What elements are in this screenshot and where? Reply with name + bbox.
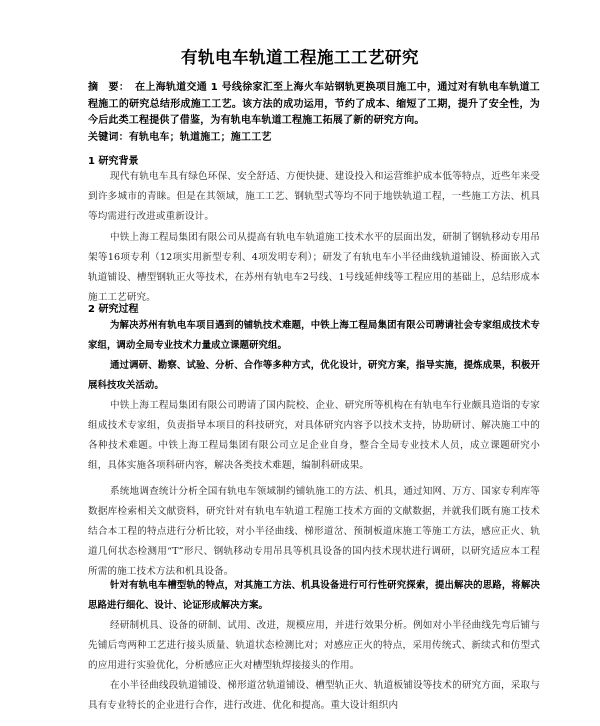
keywords-text: 有轨电车；轨道施工；施工工艺 [128, 131, 272, 143]
abstract-label: 摘 要： [88, 82, 130, 93]
paragraph: 为解决苏州有轨电车项目遇到的铺轨技术难题，中铁上海工程局集团有限公司聘请社会专家组成技术专家组，调动全局专业技术力量成立课题研究组。 [88, 320, 540, 351]
paragraph: 在小半径曲线段轨道铺设、梯形道岔轨道铺设、槽型轨正火、轨道板铺设等技术的研究方面，采取与具有专业特长的企业进行合作，进行改进、优化和提高。重大设计组织内 [88, 680, 540, 711]
section-heading-background: 1 研究背景 [88, 156, 139, 167]
paragraph: 针对有轨电车槽型轨的特点，对其施工方法、机具设备进行可行性研究探索，提出解决的思路，将解决思路进行细化、设计、论证形成解决方案。 [88, 580, 540, 611]
page-title: 有轨电车轨道工程施工工艺研究 [181, 48, 419, 67]
paragraph: 通过调研、勘察、试验、分析、合作等多种方式，优化设计，研究方案，指导实施，提炼成果，积极开展科技攻关活动。 [88, 360, 540, 391]
abstract-block [88, 80, 540, 146]
paragraph: 中铁上海工程局集团有限公司从提高有轨电车轨道施工技术水平的层面出发，研制了钢轨移动专用吊架等16项专利（12项实用新型专利、4项发明专利）；研发了有轨电车小半径曲线轨道铺设、桥面嵌入式轨道铺设、槽型钢轨正火等技术，在苏州有轨电车2号线、1号线延伸线等工程应用的基础上，总结形成本施工工艺研究。 [88, 232, 540, 303]
paragraph: 经研制机具、设备的研制、试用、改进，规模应用，并进行效果分析。例如对小半径曲线先弯后铺与先铺后弯两种工艺进行接头质量、轨道状态检测比对；对感应正火的特点，采用传统式、新续式和仿型式的应用进行实验优化，分析感应正火对槽型轨焊接接头的作用。 [88, 620, 540, 671]
keywords-line [88, 130, 540, 147]
paragraph: 现代有轨电车具有绿色环保、安全舒适、方便快捷、建设投入和运营维护成本低等特点，近些年来受到许多城市的青睐。但是在其领域，施工工艺、钢轨型式等均不同于地铁轨道工程，一些施工方法、机具等均需进行改进或重新设计。 [88, 171, 540, 222]
paragraph: 中铁上海工程局集团有限公司聘请了国内院校、企业、研究所等机构在有轨电车行业颇具造诣的专家组成技术专家组，负责指导本项目的科技研究，对具体研究内容予以技术支持，协助研讨、解决施工中的各种技术难题。中铁上海工程局集团有限公司立足企业自身，整合全局专业技术人员，成立课题研究小组，具体实施各项科研内容，解决各类技术难题，编制科研成果。 [88, 400, 540, 471]
keywords-label: 关键词： [88, 131, 129, 143]
abstract-text: 在上海轨道交通 1 号线徐家汇至上海火车站钢轨更换项目施工中，通过对有轨电车轨道工程施工的研究总结形成施工工艺。该方法的成功运用，节约了成本、缩短了工期，提升了安全性，为今后此类工程提供了借鉴，为有轨电车轨道工程施工拓展了新的研究方向。 [88, 82, 540, 126]
paragraph: 系统地调查统计分析全国有轨电车领域制约铺轨施工的方法、机具，通过知网、万方、国家专利库等数据库检索相关文献资料，研究针对有轨电车轨道工程施工技术方面的文献数据，并就我们既有施工技术结合本工程的特点进行分析比较，对小半径曲线、梯形道岔、预制板道床施工等施工方法，感应正火、轨道几何状态检测用“T”形尺、钢轨移动专用吊具等机具设备的国内技术现状进行调研，以研究适应本工程所需的施工技术方法和机具设备。 [88, 486, 540, 577]
section-heading-process: 2 研究过程 [88, 304, 139, 315]
